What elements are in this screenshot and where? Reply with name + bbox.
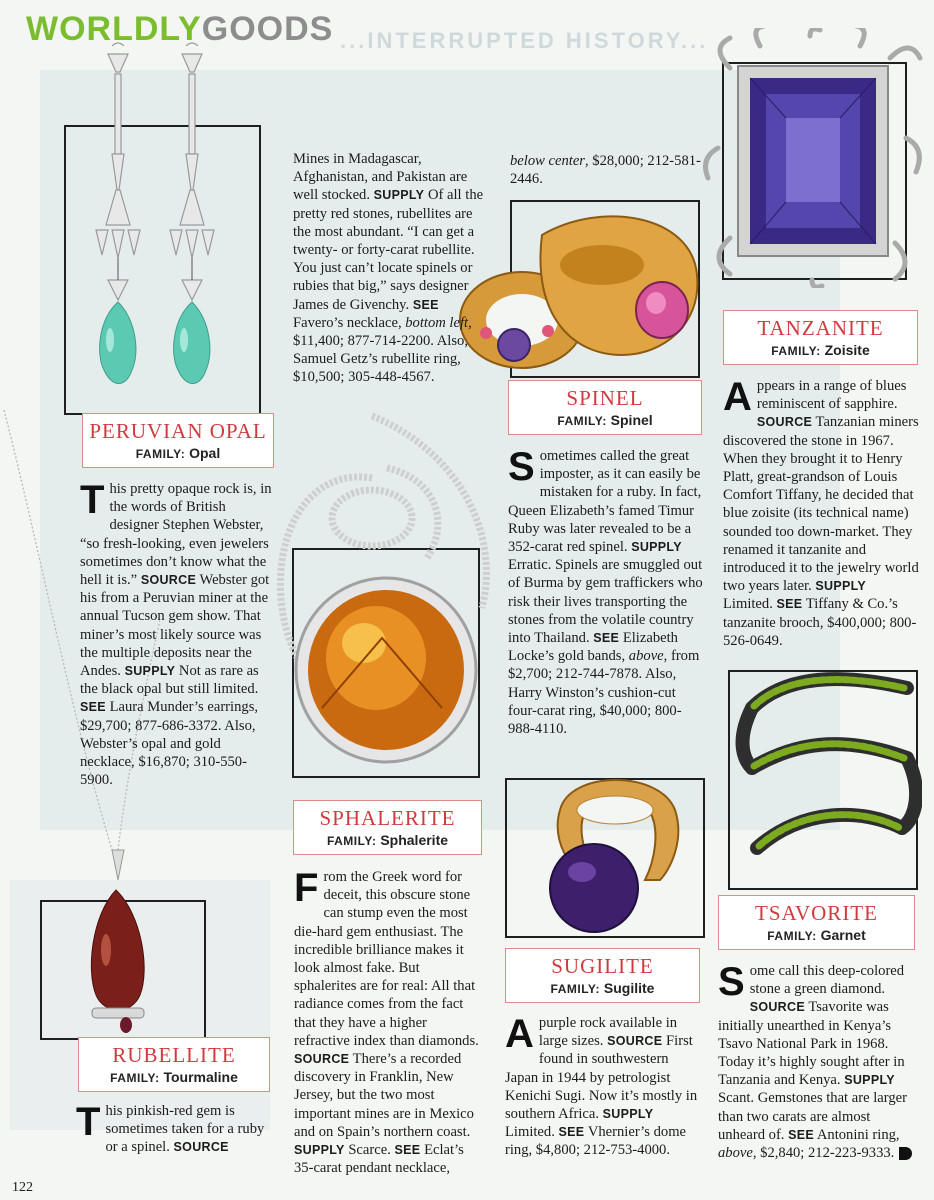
dropcap: A: [505, 1012, 534, 1056]
sugilite-description: [505, 1014, 705, 1160]
rubellite-label: [78, 1037, 270, 1092]
supply-label: SUPPLY: [602, 1107, 654, 1122]
family-label: FAMILY:: [771, 344, 821, 358]
text-run: Scant. Gemstones that are larger than two carats are almost unheard of.: [718, 1090, 907, 1143]
dropcap: A: [723, 375, 752, 419]
family-value: Sugilite: [603, 980, 655, 996]
text-run: There’s a recorded discovery in Franklin, New Jersey, but the two most important mines are in Mexico and on Spain’s northern coast.: [294, 1051, 474, 1140]
supply-label: SUPPLY: [124, 664, 176, 679]
text-run: his pretty opaque rock is, in the words of British designer Stephen Webster, “so fresh-looking, even jewelers sometimes don’t know what the hell it is.”: [80, 481, 272, 589]
spinel-label: [508, 380, 702, 435]
sugilite-dome-ring-image: [520, 770, 700, 935]
see-label: SEE: [412, 297, 439, 312]
tsavorite-family: [719, 927, 914, 943]
family-label: FAMILY:: [110, 1071, 160, 1085]
ghost-header-text: ...INTERRUPTED HISTORY...: [340, 28, 709, 53]
family-label: FAMILY:: [550, 982, 601, 996]
sugilite-label: [505, 948, 700, 1003]
family-label: FAMILY:: [767, 929, 817, 943]
text-run: , $28,000; 212-581-2446.: [510, 153, 701, 188]
text-run: ome call this deep-colored stone a green diamond.: [749, 963, 905, 998]
rubellite-family: [79, 1069, 269, 1085]
see-label: SEE: [394, 1143, 421, 1158]
dropcap: T: [80, 478, 105, 522]
sphalerite-family: [294, 832, 481, 848]
source-label: SOURCE: [140, 573, 197, 588]
peruvian-opal-label: [82, 413, 274, 468]
tsavorite-label: [718, 895, 915, 950]
text-run: Not as rare as the black opal but still limited.: [80, 663, 259, 698]
text-run: Vhernier’s dome ring, $4,800; 212-753-4000.: [505, 1124, 687, 1159]
text-run: , from $2,700; 212-744-7878. Also, Harry Winston’s cushion-cut four-carat ring, $40,000; 800-988-4110.: [508, 648, 700, 738]
supply-label: SUPPLY: [373, 188, 425, 203]
supply-label: SUPPLY: [294, 1143, 345, 1158]
text-run: below center: [510, 153, 585, 169]
peruvian-opal-family: [83, 445, 273, 461]
text-run: Mines in Madagascar, Afghanistan, and Pakistan are well stocked.: [293, 151, 468, 204]
family-value: Garnet: [820, 927, 866, 943]
source-label: SOURCE: [749, 1000, 805, 1015]
text-run: ometimes called the great imposter, as it can easily be mistaken for a ruby. In fact, Queen Elizabeth’s famed Timur Ruby was later revealed to be a 352-carat red spinel.: [508, 448, 702, 556]
brand-word-goods: GOODS: [201, 10, 334, 48]
see-label: SEE: [80, 700, 106, 715]
family-value: Zoisite: [824, 342, 870, 358]
sphalerite-description: [294, 868, 484, 1177]
text-run: above: [718, 1145, 753, 1162]
tsavorite-description: [718, 962, 915, 1162]
sugilite-family: [506, 980, 699, 996]
text-run: above: [628, 648, 664, 665]
peruvian-opal-earrings-image: [86, 40, 246, 410]
text-run: Elizabeth Locke’s gold bands,: [508, 630, 678, 665]
see-label: SEE: [776, 597, 803, 612]
tsavorite-name: TSAVORITE: [755, 901, 878, 925]
text-run: his pinkish-red gem is sometimes taken for a ruby or a spinel.: [105, 1103, 265, 1156]
text-run: Limited.: [505, 1124, 559, 1141]
source-label: SOURCE: [756, 415, 813, 430]
text-run: Webster got his from a Peruvian miner at the annual Tucson gem show. That miner’s most likely source was the multiple deposits near the Andes.: [80, 572, 270, 680]
family-value: Spinel: [610, 412, 653, 428]
sphalerite-description-continued: [510, 152, 705, 188]
spinel-family: [509, 412, 701, 428]
brand-word-worldly: WORLDLY: [26, 10, 202, 48]
family-value: Sphalerite: [380, 832, 449, 848]
dropcap: S: [508, 445, 535, 489]
tanzanite-name: TANZANITE: [757, 316, 884, 340]
sphalerite-pendant-image: [252, 408, 512, 788]
sugilite-name: SUGILITE: [551, 954, 654, 978]
family-label: FAMILY:: [557, 414, 607, 428]
tsavorite-ring-image: [732, 658, 922, 888]
text-run: Limited.: [723, 596, 777, 613]
dropcap: F: [294, 866, 319, 910]
tanzanite-label: [723, 310, 918, 365]
text-run: rom the Greek word for deceit, this obscure stone can stump even the most die-hard gem enthusiast. The incredible brilliance makes it look almost fake. But sphalerites are for real: All that radiance comes from the fact that they have a higher refractive index than diamonds.: [294, 869, 479, 1049]
rubellite-description-continued: [293, 150, 485, 387]
spinel-name: SPINEL: [566, 386, 644, 410]
supply-label: SUPPLY: [631, 540, 682, 555]
text-run: Erratic. Spinels are smuggled out of Burma by gem traffickers who risk their lives transporting the stones from the volatile country into Thailand.: [508, 557, 703, 647]
tanzanite-family: [724, 342, 917, 358]
end-of-article-mark: [899, 1147, 912, 1160]
see-label: SEE: [593, 631, 620, 646]
text-run: Favero’s necklace,: [293, 314, 406, 331]
supply-label: SUPPLY: [844, 1073, 895, 1088]
family-label: FAMILY:: [326, 834, 377, 848]
text-run: , $2,840; 212-223-9333.: [752, 1145, 895, 1162]
peruvian-opal-description: [80, 480, 273, 789]
tanzanite-description: [723, 377, 919, 650]
text-run: Scarce.: [344, 1142, 395, 1159]
rubellite-name: RUBELLITE: [112, 1043, 236, 1067]
tanzanite-brooch-image: [700, 28, 925, 288]
spinel-gold-rings-image: [452, 205, 714, 380]
see-label: SEE: [558, 1125, 585, 1140]
family-value: Tourmaline: [163, 1069, 238, 1085]
text-run: First found in southwestern Japan in 1944 by petrologist Kenichi Sugi. Now it’s mostly in southern Africa.: [505, 1033, 698, 1123]
dropcap: T: [76, 1100, 101, 1144]
sphalerite-label: [293, 800, 482, 855]
see-label: SEE: [788, 1127, 815, 1142]
text-run: Eclat’s 35-carat pendant necklace,: [294, 1142, 464, 1177]
text-run: Tanzanian miners discovered the stone in 1967. When they brought it to Henry Platt, great-grandson of Louis Comfort Tiffany, he decided that blue zoisite (its technical name) sounded too down-market. They renamed it tanzanite and introduced it to the jewelry world two years later.: [723, 414, 919, 595]
text-run: bottom left: [405, 314, 469, 331]
family-label: FAMILY:: [135, 447, 186, 461]
source-label: SOURCE: [607, 1034, 663, 1049]
spinel-description: [508, 447, 704, 738]
supply-label: SUPPLY: [815, 579, 867, 594]
text-run: Laura Munder’s earrings, $29,700; 877-686-3372. Also, Webster’s opal and gold necklace, $16,870; 310-550-5900.: [80, 699, 259, 789]
text-run: purple rock available in large sizes.: [538, 1015, 678, 1050]
family-value: Opal: [189, 445, 221, 461]
text-run: , $11,400; 877-714-2200. Also, Samuel Getz’s rubellite ring, $10,500; 305-448-4567.: [293, 314, 472, 386]
sphalerite-name: SPHALERITE: [319, 806, 456, 830]
text-run: Tiffany & Co.’s tanzanite brooch, $400,000; 800-526-0649.: [723, 596, 917, 649]
rubellite-description-start: [76, 1102, 274, 1157]
page-number: 122: [12, 1180, 33, 1195]
text-run: Tsavorite was initially unearthed in Kenya’s Tsavo National Park in 1968. Today it’s highly sought after in Tanzania and Kenya.: [718, 999, 905, 1089]
text-run: Antonini ring,: [814, 1126, 900, 1143]
dropcap: S: [718, 960, 745, 1004]
text-run: Of all the pretty red stones, rubellites are the most abundant. “I can get a twenty- or forty-carat rubellite. You just can’t locate spinels or rubies that big,” says designer James de Givenchy.: [293, 187, 484, 313]
source-label: SOURCE: [173, 1140, 229, 1155]
text-run: ppears in a range of blues reminiscent of sapphire.: [756, 378, 907, 413]
source-label: SOURCE: [294, 1052, 350, 1067]
peruvian-opal-name: PERUVIAN OPAL: [89, 419, 267, 443]
